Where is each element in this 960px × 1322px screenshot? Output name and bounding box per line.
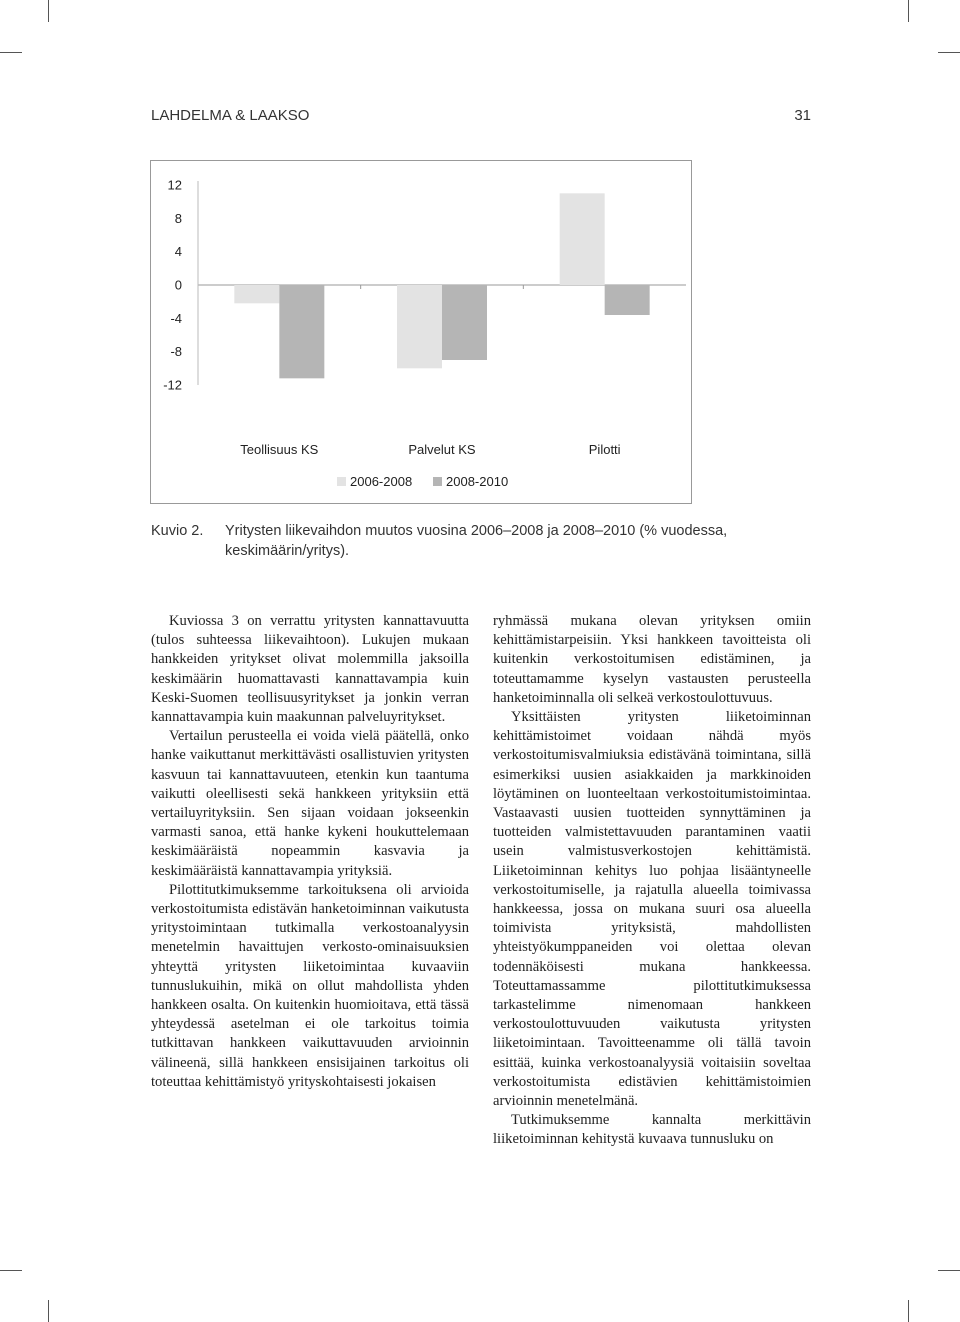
body-column-left bbox=[151, 612, 469, 1092]
y-tick-label: 12 bbox=[167, 177, 182, 193]
crop-mark bbox=[908, 0, 909, 22]
bar bbox=[442, 285, 487, 360]
bar bbox=[279, 285, 324, 378]
legend-label: 2006-2008 bbox=[350, 474, 413, 489]
crop-mark bbox=[48, 1300, 49, 1322]
bar bbox=[605, 285, 650, 315]
paragraph: Tutkimuksemme kannalta merkittävin liiketoiminnan kehitystä kuvaava tunnusluku on bbox=[493, 1112, 811, 1148]
header-authors: LAHDELMA & LAAKSO bbox=[151, 107, 310, 124]
body-column-right bbox=[493, 612, 811, 1150]
caption-text: Yritysten liikevaihdon muutos vuosina 2006–2008 ja 2008–2010 (% vuodessa, keskimäärin/yritys). bbox=[225, 523, 728, 559]
running-header bbox=[151, 107, 811, 124]
y-tick-label: -8 bbox=[170, 344, 182, 360]
paragraph: Pilottitutkimuksemme tarkoituksena oli arvioida verkostoitumista edistävän hanketoiminnan vaikutusta yritystoimintaan tutkimalla verkostoanalyysin menetelmin havaittujen verkosto-ominaisuuksien yhteyttä yritysten liiketoimintaa kuvaaviin tunnuslukuihin, mikä on ollut mahdollista yhden hankkeen osalta. On kuitenkin huomioitava, että tässä yhteydessä asetelman ei ole tarkoitus toimia tutkittavan hankkeen vaikuttavuuden arvioinnin välineenä, sillä hankkeen ensisijainen tarkoitus oli toteuttaa kehittämistyö yrityskohtaisesti jokaisen bbox=[151, 881, 469, 1090]
crop-mark bbox=[938, 52, 960, 53]
y-tick-label: -12 bbox=[163, 377, 182, 393]
bar bbox=[397, 285, 442, 368]
legend-swatch bbox=[433, 477, 442, 486]
y-tick-label: 8 bbox=[174, 210, 182, 226]
crop-mark bbox=[48, 0, 49, 22]
category-label: Teollisuus KS bbox=[240, 442, 319, 457]
legend-label: 2008-2010 bbox=[446, 474, 509, 489]
y-tick-label: 4 bbox=[174, 244, 182, 260]
page-number: 31 bbox=[794, 107, 811, 124]
y-tick-label: -4 bbox=[170, 310, 182, 326]
paragraph: ryhmässä mukana olevan yrityksen omiin kehittämistarpeisiin. Yksi hankkeen tavoitteista oli kuitenkin verkostoitumisen edistäminen, ja toteuttamamme kyselyn vastausten perusteella hanketoiminnalla oli selkeä verkostoulottuvuus. bbox=[493, 613, 811, 706]
crop-mark bbox=[908, 1300, 909, 1322]
legend-swatch bbox=[337, 477, 346, 486]
bar bbox=[560, 193, 605, 285]
caption-label: Kuvio 2. bbox=[151, 523, 204, 539]
category-label: Pilotti bbox=[588, 442, 621, 457]
crop-mark bbox=[938, 1270, 960, 1271]
y-tick-label: 0 bbox=[174, 277, 182, 293]
crop-mark bbox=[0, 52, 22, 53]
bar bbox=[234, 285, 279, 303]
category-label: Palvelut KS bbox=[408, 442, 476, 457]
paragraph: Yksittäisten yritysten liiketoiminnan kehittämistoimet voidaan nähdä myös verkostoitumisvalmiuksia edistävänä toimintana, sillä esimerkiksi uusien asiakkaiden ja markkinoiden löytäminen on luonteeltaan verkostoitumistoimintaa. Vastaavasti uusien tuotteiden synnyttäminen ja tuotteiden valmistettavuuden parantaminen vaatii usein valmistusverkostojen kehittämistä. Liiketoiminnan kehitys luo pohjaa lisääntyneelle verkostoitumiselle, ja rajatulla alueella toimivassa hankkeessa, jossa on mukana suuri osa alueella toimivista yrityksistä, mahdollisten yhteistyökumppaneiden voi olettaa olevan todennäköisesti mukana hankkeessa. Toteuttamassamme pilottitutkimuksessa tarkastelimme nimenomaan hankkeen verkostoulottuvuuden vaikutusta yritysten liiketoimintaan. Tavoitteenamme oli tällä tavoin esittää, kuinka verkostoanalyysiä voitaisiin soveltaa verkostoitumista edistävien kehittämistoimien arvioinnin menetelmänä. bbox=[493, 709, 811, 1110]
chart-frame bbox=[150, 160, 692, 504]
paragraph: Kuviossa 3 on verrattu yritysten kannattavuutta (tulos suhteessa liikevaihtoon). Lukujen mukaan hankkeiden yritykset olivat molemmilla jaksoilla keskimäärin huomattavasti kannattavampia kuin Keski-Suomen teollisuusyritykset ja jonkin verran kannattavampia kuin maakunnan palveluyritykset. bbox=[151, 613, 469, 726]
crop-mark bbox=[0, 1270, 22, 1271]
bar-chart bbox=[151, 161, 691, 503]
figure-caption bbox=[151, 521, 791, 561]
paragraph: Vertailun perusteella ei voida vielä päätellä, onko hanke vaikuttanut merkittävästi osallistuvien yritysten kasvuun tai kannattavuuteen, etenkin kun taantuma vaikutti oleellisesti sekä hankkeen yrityksiin että vertailuyrityksiin. Sen sijaan voidaan jokseenkin varmasti sanoa, että hanke kykeni houkuttelemaan keskimääräistä nopeammin kasvavia ja keskimääräistä kannattavampia yrityksiä. bbox=[151, 728, 469, 879]
